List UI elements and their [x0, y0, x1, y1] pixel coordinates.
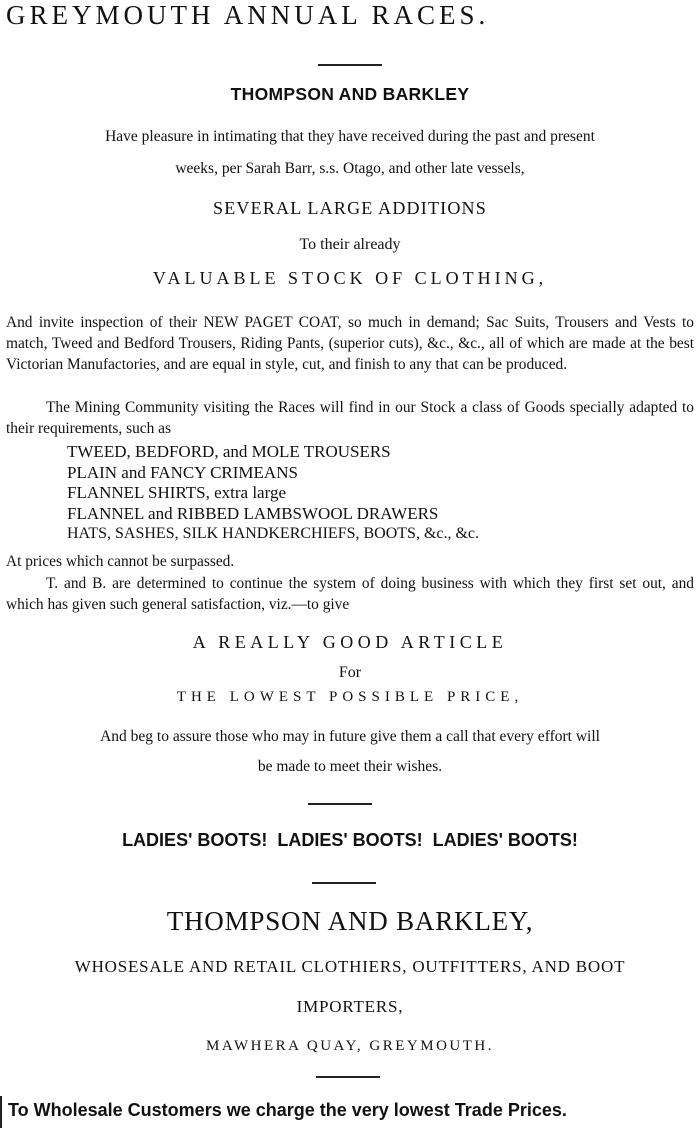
- footer-firm-name: THOMPSON AND BARKLEY,: [166, 906, 534, 936]
- list-item: FLANNEL and RIBBED LAMBSWOOL DRAWERS: [67, 503, 439, 523]
- paragraph-system: T. and B. are determined to continue the system of doing business with which they first set out, and which has given such general satisfaction, viz.—to give: [6, 575, 694, 613]
- assure-line-1: And beg to assure those who may in future give them a call that every effort will: [100, 728, 600, 745]
- divider-4: [316, 1076, 380, 1078]
- page-title: GREYMOUTH ANNUAL RACES.: [6, 0, 490, 30]
- intro-line-2: weeks, per Sarah Barr, s.s. Otago, and other late vessels,: [175, 160, 525, 177]
- lowest-price-heading: THE LOWEST POSSIBLE PRICE,: [176, 689, 524, 705]
- assure-line-2: be made to meet their wishes.: [257, 758, 443, 775]
- goods-list: [0, 442, 479, 545]
- stock-heading: VALUABLE STOCK OF CLOTHING,: [152, 268, 548, 288]
- list-item: FLANNEL SHIRTS, extra large: [67, 483, 286, 502]
- for-word: For: [338, 664, 362, 681]
- wholesale-line: To Wholesale Customers we charge the very lowest Trade Prices.: [8, 1100, 567, 1120]
- address-line: MAWHERA QUAY, GREYMOUTH.: [206, 1038, 494, 1054]
- additions-heading: SEVERAL LARGE ADDITIONS: [213, 198, 487, 218]
- paragraph-paget-coat: And invite inspection of their NEW PAGET COAT, so much in demand; Sac Suits, Trousers and Vests to match, Tweed and Bedford Trousers, Riding Pants, (superior cuts), &c., &c., all of which are made at the best Victorian Manufactories, and are equal in style, cut, and finish to any that can be produced.: [6, 314, 694, 373]
- list-item: HATS, SASHES, SILK HANDKERCHIEFS, BOOTS, &c., &c.: [67, 525, 480, 542]
- to-their-already: To their already: [299, 236, 401, 253]
- list-item: TWEED, BEDFORD, and MOLE TROUSERS: [67, 442, 391, 461]
- left-border-mark: [0, 1096, 2, 1128]
- trade-line-1: WHOSESALE AND RETAIL CLOTHIERS, OUTFITTERS, AND BOOT: [74, 957, 626, 976]
- firm-heading: THOMPSON AND BARKLEY: [230, 84, 470, 104]
- trade-line-2: IMPORTERS,: [296, 997, 404, 1016]
- divider-1: [318, 64, 382, 66]
- paragraph-mining: The Mining Community visiting the Races will find in our Stock a class of Goods specially adapted to their requirements, such as: [6, 399, 694, 437]
- divider-2: [308, 803, 372, 805]
- divider-3: [312, 882, 376, 884]
- good-article-heading: A REALLY GOOD ARTICLE: [192, 632, 508, 652]
- list-item: PLAIN and FANCY CRIMEANS: [67, 462, 298, 482]
- ladies-boots-heading: LADIES' BOOTS! LADIES' BOOTS! LADIES' BOOTS!: [122, 830, 578, 850]
- intro-line-1: Have pleasure in intimating that they have received during the past and present: [105, 128, 595, 145]
- prices-line: At prices which cannot be surpassed.: [6, 553, 235, 570]
